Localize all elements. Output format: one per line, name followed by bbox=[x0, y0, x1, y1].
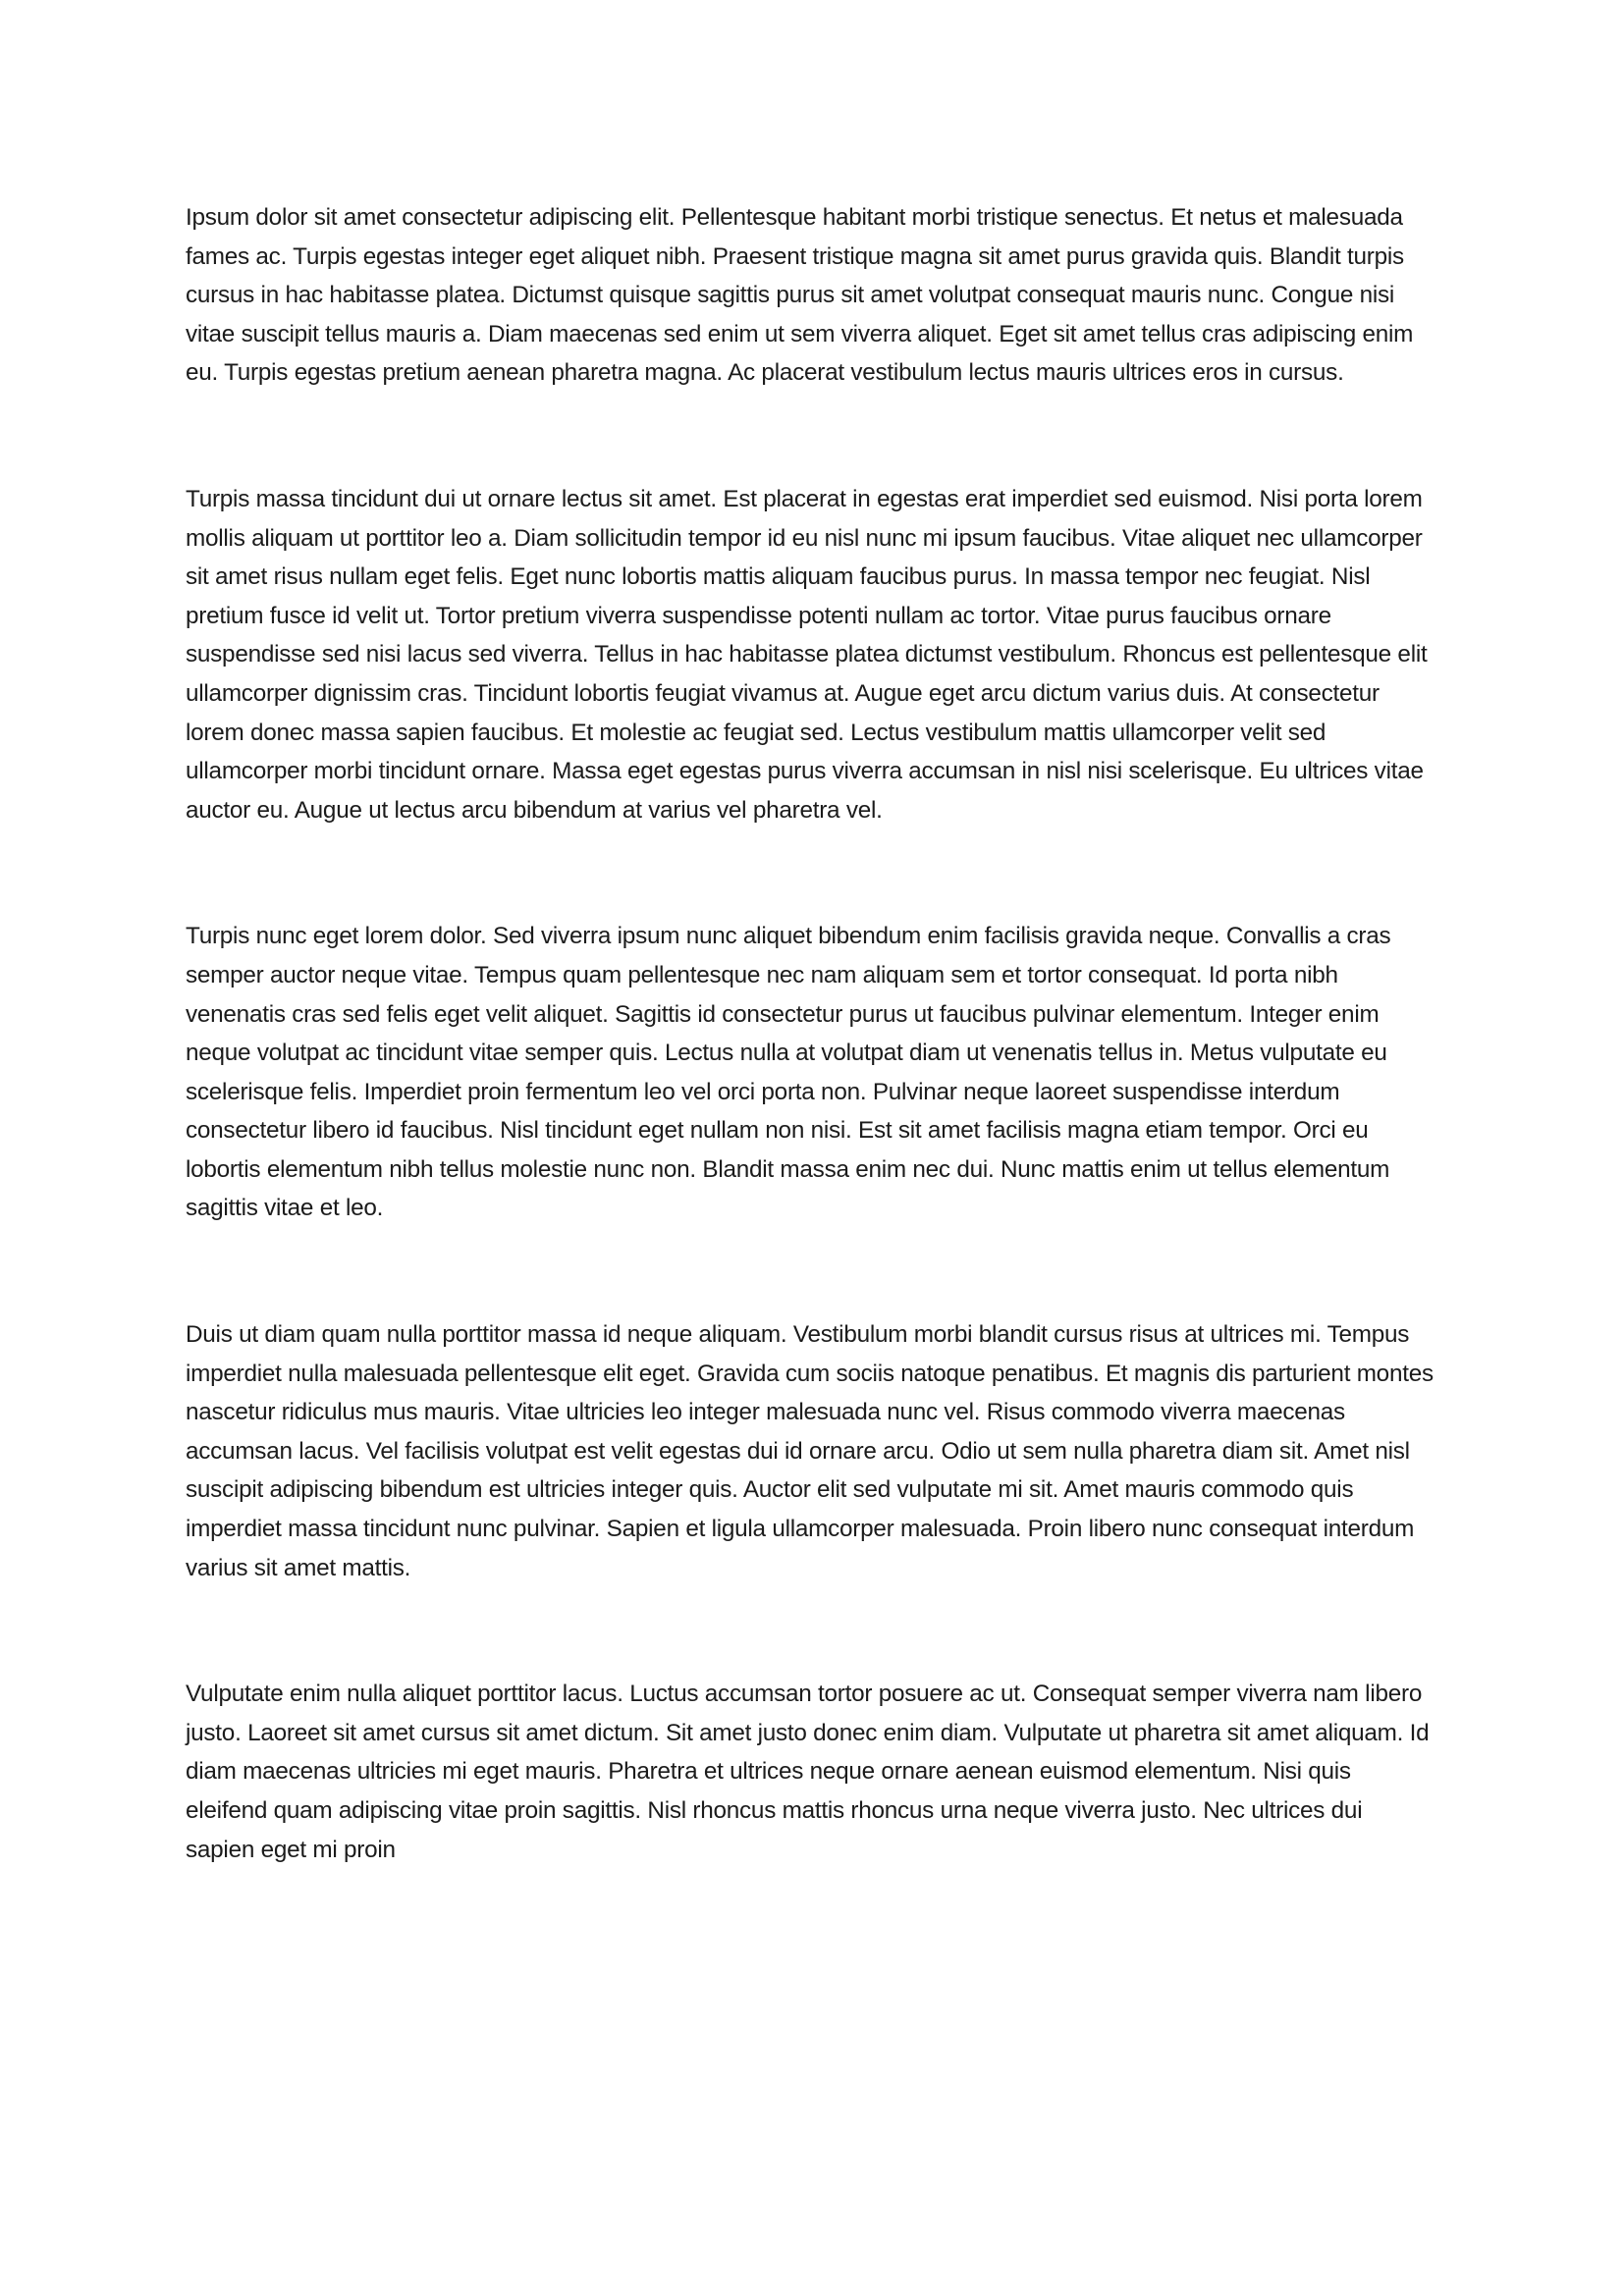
paragraph: Vulputate enim nulla aliquet porttitor lacus. Luctus accumsan tortor posuere ac ut. Consequat semper viverra nam libero justo. Laoreet sit amet cursus sit amet dictum. Sit amet justo donec enim diam. Vulputate ut pharetra sit amet aliquam. Id diam maecenas ultricies mi eget mauris. Pharetra et ultrices neque ornare aenean euismod elementum. Nisi quis eleifend quam adipiscing vitae proin sagittis. Nisl rhoncus mattis rhoncus urna neque viverra justo. Nec ultrices dui sapien eget mi proin bbox=[186, 1681, 1430, 1863]
paragraph: Duis ut diam quam nulla porttitor massa id neque aliquam. Vestibulum morbi blandit cursus risus at ultrices mi. Tempus imperdiet nulla malesuada pellentesque elit eget. Gravida cum sociis natoque penatibus. Et magnis dis parturient montes nascetur ridiculus mus mauris. Vitae ultricies leo integer malesuada nunc vel. Risus commodo viverra maecenas accumsan lacus. Vel facilisis volutpat est velit egestas dui id ornare arcu. Odio ut sem nulla pharetra diam sit. Amet nisl suscipit adipiscing bibendum est ultricies integer quis. Auctor elit sed vulputate mi sit. Amet mauris commodo quis imperdiet massa tincidunt nunc pulvinar. Sapien et ligula ullamcorper malesuada. Proin libero nunc consequat interdum varius sit amet mattis. bbox=[186, 1321, 1434, 1581]
document-text-body bbox=[186, 198, 1435, 1869]
paragraph: Ipsum dolor sit amet consectetur adipiscing elit. Pellentesque habitant morbi tristique senectus. Et netus et malesuada fames ac. Turpis egestas integer eget aliquet nibh. Praesent tristique magna sit amet purus gravida quis. Blandit turpis cursus in hac habitasse platea. Dictumst quisque sagittis purus sit amet volutpat consequat mauris nunc. Congue nisi vitae suscipit tellus mauris a. Diam maecenas sed enim ut sem viverra aliquet. Eget sit amet tellus cras adipiscing enim eu. Turpis egestas pretium aenean pharetra magna. Ac placerat vestibulum lectus mauris ultrices eros in cursus. bbox=[186, 204, 1414, 387]
paragraph: Turpis nunc eget lorem dolor. Sed viverra ipsum nunc aliquet bibendum enim facilisis gravida neque. Convallis a cras semper auctor neque vitae. Tempus quam pellentesque nec nam aliquam sem et tortor consequat. Id porta nibh venenatis cras sed felis eget velit aliquet. Sagittis id consectetur purus ut faucibus pulvinar elementum. Integer enim neque volutpat ac tincidunt vitae semper quis. Lectus nulla at volutpat diam ut venenatis tellus in. Metus vulputate eu scelerisque felis. Imperdiet proin fermentum leo vel orci porta non. Pulvinar neque laoreet suspendisse interdum consectetur libero id faucibus. Nisl tincidunt eget nullam non nisi. Est sit amet facilisis magna etiam tempor. Orci eu lobortis elementum nibh tellus molestie nunc non. Blandit massa enim nec dui. Nunc mattis enim ut tellus elementum sagittis vitae et leo. bbox=[186, 923, 1391, 1222]
paragraph: Turpis massa tincidunt dui ut ornare lectus sit amet. Est placerat in egestas erat imperdiet sed euismod. Nisi porta lorem mollis aliquam ut porttitor leo a. Diam sollicitudin tempor id eu nisl nunc mi ipsum faucibus. Vitae aliquet nec ullamcorper sit amet risus nullam eget felis. Eget nunc lobortis mattis aliquam faucibus purus. In massa tempor nec feugiat. Nisl pretium fusce id velit ut. Tortor pretium viverra suspendisse potenti nullam ac tortor. Vitae purus faucibus ornare suspendisse sed nisi lacus sed viverra. Tellus in hac habitasse platea dictumst vestibulum. Rhoncus est pellentesque elit ullamcorper dignissim cras. Tincidunt lobortis feugiat vivamus at. Augue eget arcu dictum varius duis. At consectetur lorem donec massa sapien faucibus. Et molestie ac feugiat sed. Lectus vestibulum mattis ullamcorper velit sed ullamcorper morbi tincidunt ornare. Massa eget egestas purus viverra accumsan in nisl nisi scelerisque. Eu ultrices vitae auctor eu. Augue ut lectus arcu bibendum at varius vel pharetra vel. bbox=[186, 485, 1428, 824]
